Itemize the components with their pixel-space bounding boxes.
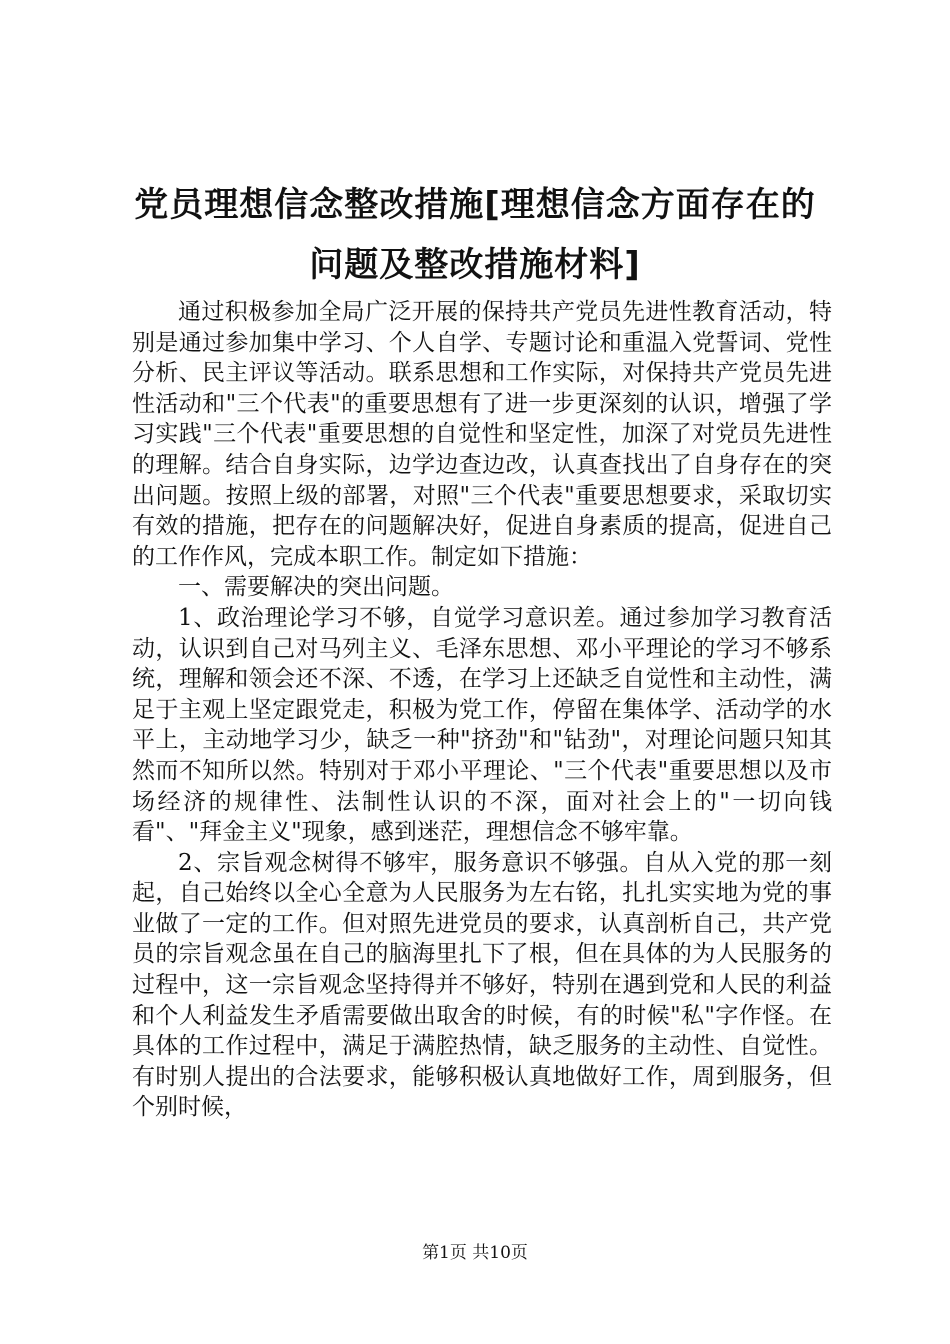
paragraph-intro: 通过积极参加全局广泛开展的保持共产党员先进性教育活动，特别是通过参加集中学习、个人自学、专题讨论和重温入党誓词、党性分析、民主评议等活动。联系思想和工作实际，对保持共产党员先进性活动和"三个代表"的重要思想有了进一步更深刻的认识，增强了学习实践"三个代表"重要思想的自觉性和坚定性，加深了对党员先进性的理解。结合自身实际，边学边查边改，认真查找出了自身存在的突出问题。按照上级的部署，对照"三个代表"重要思想要求，采取切实有效的措施，把存在的问题解决好，促进自身素质的提高，促进自己的工作作风，完成本职工作。制定如下措施：	[132, 299, 832, 570]
page-number-footer: 第1页 共10页	[422, 1243, 528, 1263]
document-body	[132, 297, 832, 1123]
paragraph-problem-1: 1、政治理论学习不够，自觉学习意识差。通过参加学习教育活动，认识到自己对马列主义、毛泽东思想、邓小平理论的学习不够系统，理解和领会还不深、不透，在学习上还缺乏自觉性和主动性，满足于主观上坚定跟党走，积极为党工作，停留在集体学、活动学的水平上，主动地学习少，缺乏一种"挤劲"和"钻劲"，对理论问题只知其然而不知所以然。特别对于邓小平理论、"三个代表"重要思想以及市场经济的规律性、法制性认识的不深，面对社会上的"一切向钱看"、"拜金主义"现象，感到迷茫，理想信念不够牢靠。	[132, 604, 832, 846]
document-title: 党员理想信念整改措施[理想信念方面存在的问题及整改措施材料]	[134, 185, 816, 285]
paragraph-problem-2: 2、宗旨观念树得不够牢，服务意识不够强。自从入党的那一刻起，自己始终以全心全意为人民服务为左右铭，扎扎实实地为党的事业做了一定的工作。但对照先进党员的要求，认真剖析自己，共产党员的宗旨观念虽在自己的脑海里扎下了根，但在具体的为人民服务的过程中，这一宗旨观念坚持得并不够好，特别在遇到党和人民的利益和个人利益发生矛盾需要做出取舍的时候，有的时候"私"字作怪。在具体的工作过程中，满足于满腔热情，缺乏服务的主动性、自觉性。有时别人提出的合法要求，能够积极认真地做好工作，周到服务，但个别时候，	[132, 849, 832, 1121]
section-heading-problems: 一、需要解决的突出问题。	[178, 574, 454, 601]
